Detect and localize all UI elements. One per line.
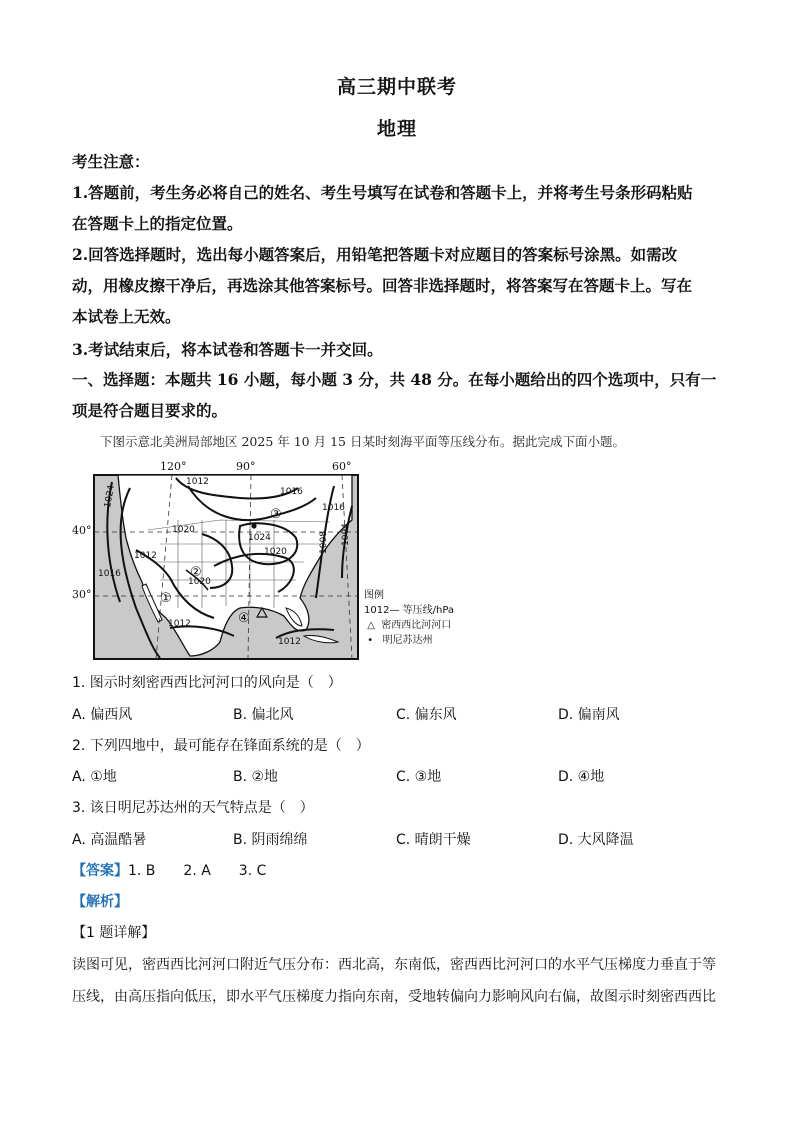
lat-label-30: 30°	[72, 588, 92, 601]
question-3-option-c: C. 晴朗干燥	[396, 832, 471, 848]
dot-icon: •	[367, 635, 374, 646]
isobar-label: 1016	[322, 503, 345, 513]
isobar-label: 1004	[341, 523, 351, 546]
question-intro: 下图示意北美洲局部地区 2025 年 10 月 15 日某时刻海平面等压线分布。据此完成下面小题。	[100, 434, 625, 449]
question-2-option-c: C. ③地	[396, 769, 442, 785]
question-2-option-b: B. ②地	[233, 769, 279, 785]
question-3-option-a: A. 高温酷暑	[72, 832, 147, 848]
isobar-label: 1020	[188, 577, 211, 587]
section-heading-1: 一、选择题：本题共 16 小题，每小题 3 分，共 48 分。在每小题给出的四个选项中，只有一	[72, 370, 717, 389]
isobar-label: 1012	[278, 637, 301, 647]
page-title: 高三期中联考	[336, 76, 457, 98]
notice-item-2c: 本试卷上无效。	[72, 307, 181, 326]
triangle-icon: △	[367, 620, 375, 631]
subject-title: 地理	[376, 118, 417, 140]
marker-1: ①	[160, 591, 172, 606]
isobar-label: 1008	[319, 531, 329, 554]
marker-4: ④	[238, 611, 250, 626]
marker-2: ②	[190, 565, 202, 580]
legend-state	[364, 633, 454, 648]
section-heading-2: 项是符合题目要求的。	[72, 401, 228, 420]
legend-isobar-text: 等压线/hPa	[402, 605, 455, 616]
question-2-option-d: D. ④地	[558, 769, 605, 785]
notice-item-2a: 2.回答选择题时，选出每小题答案后，用铅笔把答题卡对应题目的答案标号涂黑。如需改	[72, 245, 678, 264]
question-1-option-d: D. 偏南风	[558, 707, 620, 723]
minnesota-dot-icon	[251, 523, 256, 528]
answer-values: 1. B 2. A 3. C	[128, 863, 267, 879]
question-3-stem: 3. 该日明尼苏达州的天气特点是（ ）	[72, 800, 314, 816]
legend-isobar	[364, 603, 454, 618]
lon-label-120: 120°	[160, 460, 187, 473]
detail-line: 【1 题详解】	[72, 925, 156, 941]
isobar-map	[90, 458, 364, 663]
notice-item-1b: 在答题卡上的指定位置。	[72, 214, 243, 233]
isobar-label: 1024	[248, 533, 271, 543]
isobar-label: 1016	[98, 569, 121, 579]
question-2-stem: 2. 下列四地中，最可能存在锋面系统的是（ ）	[72, 738, 370, 754]
lon-label-60: 60°	[332, 460, 352, 473]
question-3-option-b: B. 阴雨绵绵	[233, 832, 308, 848]
legend-mouth-text: 密西西比河河口	[381, 620, 452, 631]
notice-item-3: 3.考试结束后，将本试卷和答题卡一并交回。	[72, 340, 383, 359]
legend-line-icon: —	[389, 605, 403, 616]
question-1-option-c: C. 偏东风	[396, 707, 457, 723]
isobar-label: 1012	[168, 619, 191, 629]
analysis-label: 【解析】	[72, 894, 128, 910]
answer-line	[72, 860, 266, 880]
lat-label-40: 40°	[72, 524, 92, 537]
notice-heading: 考生注意：	[72, 152, 150, 171]
isobar-label: 1020	[172, 525, 195, 535]
isobar-label: 1020	[264, 547, 287, 557]
isobar-label: 1024	[103, 484, 117, 509]
legend-title: 图例	[364, 590, 384, 601]
notice-item-1a: 1.答题前，考生务必将自己的姓名、考生号填写在试卷和答题卡上，并将考生号条形码粘贴	[72, 183, 693, 202]
notice-item-2b: 动，用橡皮擦干净后，再选涂其他答案标号。回答非选择题时，将答案写在答题卡上。写在	[72, 276, 693, 295]
legend-mouth	[364, 618, 454, 633]
question-1-option-b: B. 偏北风	[233, 707, 294, 723]
question-1-stem: 1. 图示时刻密西西比河河口的风向是（ ）	[72, 675, 342, 691]
explanation-line-1: 读图可见，密西西比河河口附近气压分布：西北高，东南低，密西西比河河口的水平气压梯度力垂直于等	[72, 957, 716, 973]
legend-isobar-value: 1012	[364, 605, 390, 616]
question-1-option-a: A. 偏西风	[72, 707, 133, 723]
question-3-option-d: D. 大风降温	[558, 832, 634, 848]
isobar-label: 1012	[134, 551, 157, 561]
map-legend	[364, 588, 454, 648]
isobar-label: 1016	[280, 487, 303, 497]
question-2-option-a: A. ①地	[72, 769, 117, 785]
explanation-line-2: 压线，由高压指向低压，即水平气压梯度力指向东南，受地转偏向力影响风向右偏，故图示时刻密西西比	[72, 989, 716, 1005]
isobar-label: 1012	[186, 477, 209, 487]
marker-3: ③	[270, 507, 282, 522]
answer-label: 【答案】	[72, 863, 128, 879]
analysis-line	[72, 891, 128, 911]
lon-label-90: 90°	[236, 460, 256, 473]
legend-state-text: 明尼苏达州	[382, 635, 433, 646]
